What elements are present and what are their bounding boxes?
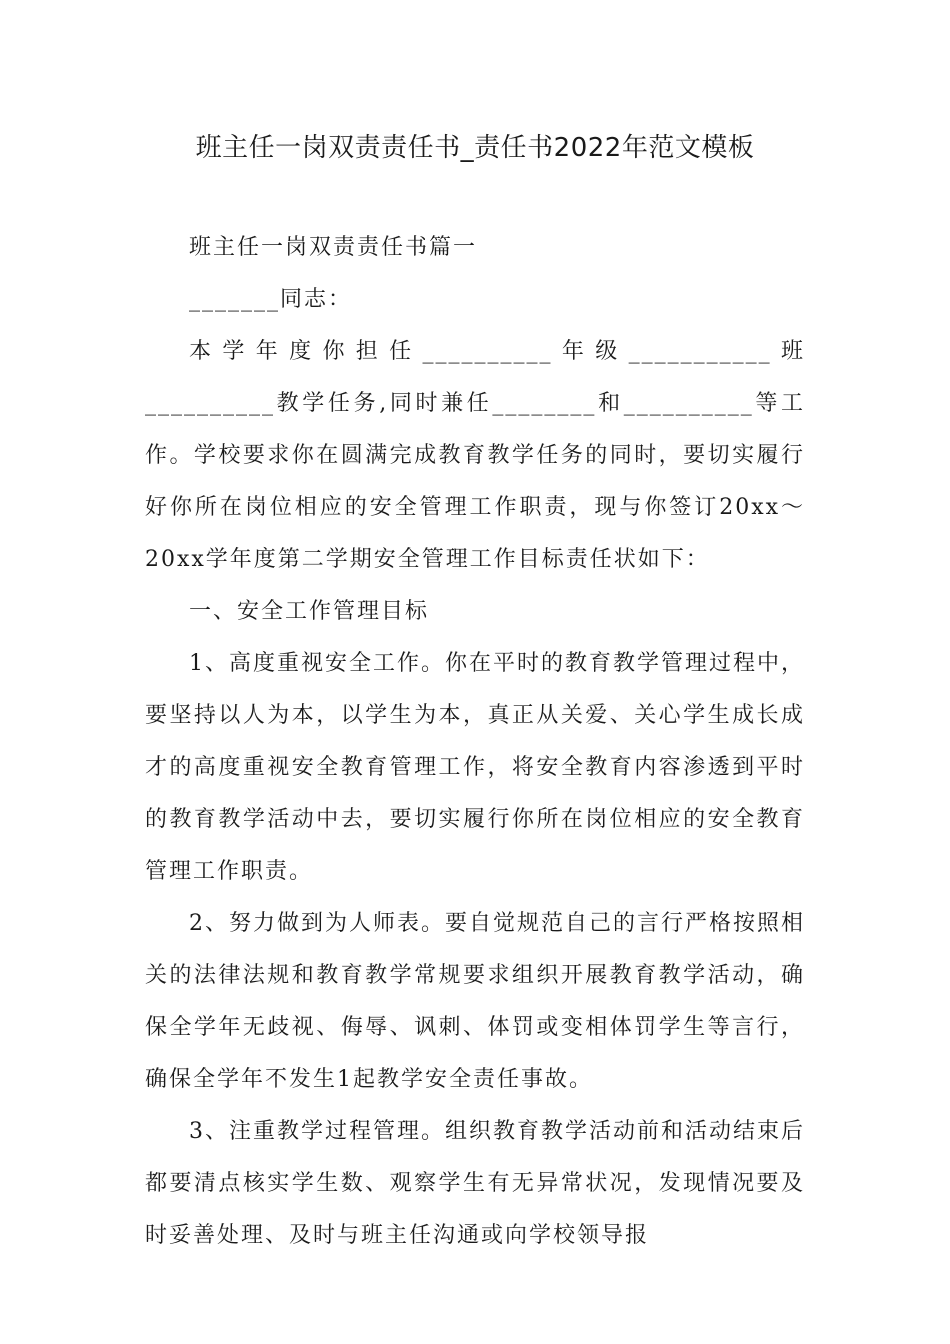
subsection-heading: 一、安全工作管理目标 xyxy=(189,599,430,624)
document-title: 班主任一岗双责责任书_责任书2022年范文模板 xyxy=(195,133,755,163)
salutation: _______同志： xyxy=(189,287,353,312)
paragraph-intro: 本学年度你担任__________年级___________班__________教学任务,同时兼任________和__________等工作。学校要求你在圆满完成教育教学任务的同时，要切实履行好你所在岗位相应的安全管理工作职责，现与你签订20xx～20xx学年度第二学期安全管理工作目标责任状如下： xyxy=(145,339,805,572)
paragraph-item-3: 3、注重教学过程管理。组织教育教学活动前和活动结束后都要清点核实学生数、观察学生有无异常状况，发现情况要及时妥善处理、及时与班主任沟通或向学校领导报 xyxy=(145,1119,805,1248)
section-heading: 班主任一岗双责责任书篇一 xyxy=(189,235,478,260)
paragraph-item-2: 2、努力做到为人师表。要自觉规范自己的言行严格按照相关的法律法规和教育教学常规要求组织开展教育教学活动，确保全学年无歧视、侮辱、讽刺、体罚或变相体罚学生等言行，确保全学年不发生1起教学安全责任事故。 xyxy=(145,911,805,1092)
paragraph-item-1: 1、高度重视安全工作。你在平时的教育教学管理过程中，要坚持以人为本，以学生为本，真正从关爱、关心学生成长成才的高度重视安全教育管理工作，将安全教育内容渗透到平时的教育教学活动中去，要切实履行你所在岗位相应的安全教育管理工作职责。 xyxy=(145,651,805,884)
document-body xyxy=(145,222,805,1262)
